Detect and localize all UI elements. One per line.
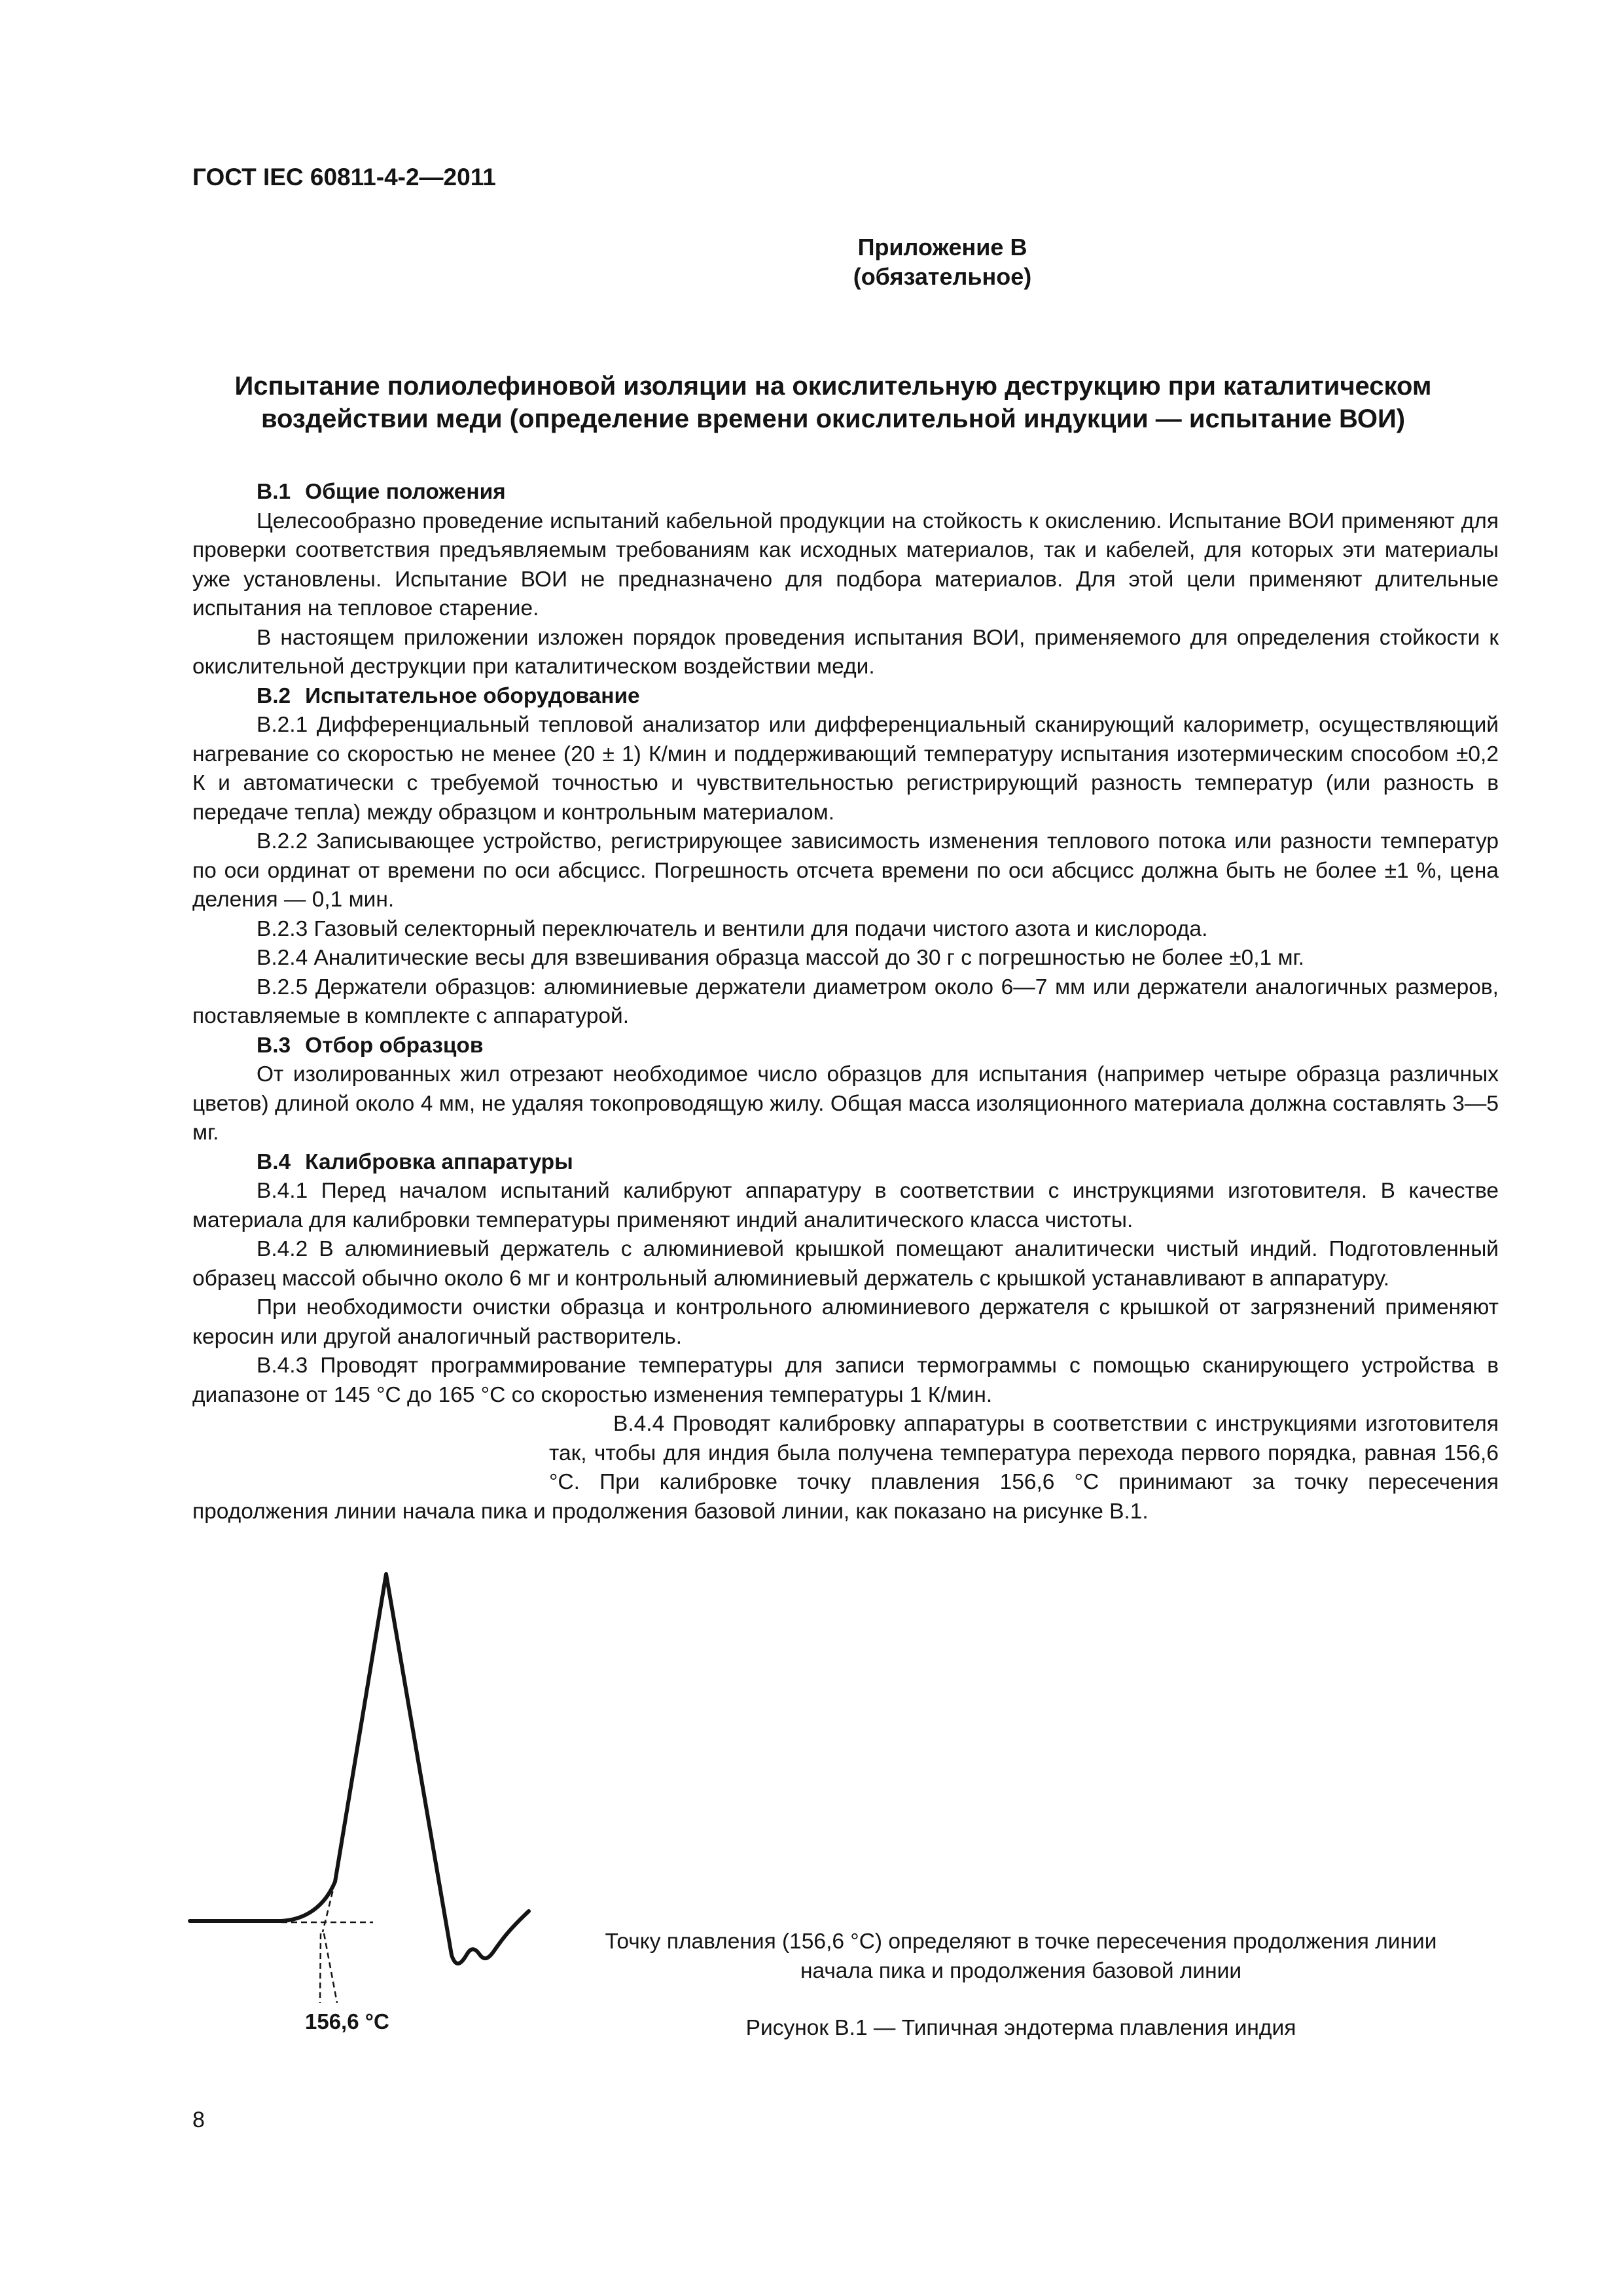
page-number: 8 [192, 2108, 205, 2132]
section-title: Общие положения [305, 480, 506, 504]
section-title: Испытательное оборудование [305, 683, 640, 708]
paragraph: В.2.1 Дифференциальный тепловой анализатор или дифференциальный сканирующий калориметр, осуществляющий нагревание со скоростью не менее (20 ± 1) К/мин и поддерживающий температуру испытания изотермическим способом ±0,2 К и автоматически с требуемой точностью и чувствительностью регистрирующий разность температур (или разность в передаче тепла) между образцом и контрольным материалом. [192, 713, 1499, 825]
document-body [192, 478, 1499, 1526]
appendix-title: Приложение В [857, 234, 1027, 260]
paragraph: В.4.1 Перед началом испытаний калибруют аппаратуру в соответствии с инструкциями изготовителя. В качестве материала для калибровки температуры применяют индий аналитического класса чистоты. [192, 1179, 1499, 1232]
paragraph: В.2.5 Держатели образцов: алюминиевые держатели диаметром около 6—7 мм или держатели аналогичных размеров, поставляемые в комплекте с аппаратурой. [192, 975, 1499, 1028]
section-heading-b2 [192, 682, 1499, 711]
paragraph: От изолированных жил отрезают необходимое число образцов для испытания (например четыре образца различных цветов) длиной около 4 мм, не удаляя токопроводящую жилу. Общая масса изоляционного материала должна составлять 3—5 мг. [192, 1062, 1499, 1145]
title-line-1: Испытание полиолефиновой изоляции на окислительную деструкцию при каталитическом [234, 372, 1432, 401]
indium-endotherm-figure [183, 1551, 576, 2055]
paragraph: В настоящем приложении изложен порядок проведения испытания ВОИ, применяемого для определения стойкости к окислительной деструкции при каталитическом воздействии меди. [192, 625, 1499, 679]
appendix-status: (обязательное) [853, 263, 1032, 290]
thermogram-curve [190, 1574, 529, 1964]
appendix-main-title [192, 370, 1474, 435]
paragraph: В.2.3 Газовый селекторный переключатель и вентили для подачи чистого азота и кислорода. [257, 916, 1208, 941]
paragraph: Целесообразно проведение испытаний кабельной продукции на стойкость к окислению. Испытание ВОИ применяют для проверки соответствия предъявляемым требованиям как исходных материалов, так и кабелей, для которых эти материалы уже установлены. Испытание ВОИ не предназначено для подбора материалов. Для этой цели применяют длительные испытания на тепловое старение. [192, 509, 1499, 620]
paragraph: В.4.3 Проводят программирование температуры для записи термограммы с помощью сканирующего устройства в диапазоне от 145 °С до 165 °С со скоростью изменения температуры 1 К/мин. [192, 1354, 1499, 1407]
temperature-pointer-line [324, 1933, 337, 2003]
section-heading-b4 [192, 1148, 1499, 1177]
temperature-pointer-line [320, 1933, 321, 2003]
figure-note-line-2: начала пика и продолжения базовой линии [800, 1958, 1242, 1983]
title-line-2: воздействии меди (определение времени окислительной индукции — испытание ВОИ) [260, 404, 1406, 433]
section-title: Отбор образцов [305, 1033, 484, 1058]
section-number: В.3 [257, 1033, 291, 1058]
document-id: ГОСТ IEC 60811-4-2—2011 [192, 164, 496, 190]
section-heading-b3 [192, 1031, 1499, 1061]
paragraph: В.2.4 Аналитические весы для взвешивания образца массой до 30 г с погрешностью не более ±0,1 мг. [257, 946, 1304, 970]
paragraph: В.2.2 Записывающее устройство, регистрирующее зависимость изменения теплового потока или разности температур по оси ординат от времени по оси абсцисс. Погрешность отсчета времени по оси абсцисс должна быть не более ±1 %, цена деления — 0,1 мин. [192, 829, 1499, 912]
figure-note [550, 1928, 1492, 1986]
section-title: Калибровка аппаратуры [305, 1149, 573, 1174]
section-number: В.1 [257, 480, 291, 504]
section-number: В.2 [257, 683, 291, 708]
appendix-heading [0, 232, 1623, 291]
paragraph: В.4.4 Проводят калибровку аппаратуры в соответствии с инструкциями изготовителя так, чтобы для индия была получена температура перехода первого порядка, равная 156,6 °С. При калибровке точку плавления 156,6 °С принимают за точку пересечения продолжения линии начала пика и продолжения базовой линии, как показано на рисунке В.1. [192, 1412, 1499, 1524]
section-heading-b1 [192, 478, 1499, 507]
figure-wrap-spacer [192, 1410, 549, 1495]
section-number: В.4 [257, 1149, 291, 1174]
figure-caption: Рисунок В.1 — Типичная эндотерма плавления индия [745, 2016, 1296, 2040]
paragraph: При необходимости очистки образца и контрольного алюминиевого держателя с крышкой от загрязнений применяют керосин или другой аналогичный растворитель. [192, 1295, 1499, 1349]
paragraph: В.4.2 В алюминиевый держатель с алюминиевой крышкой помещают аналитически чистый индий. Подготовленный образец массой обычно около 6 мг и контрольный алюминиевый держатель с крышкой устанавливают в аппаратуру. [192, 1237, 1499, 1291]
figure-note-line-1: Точку плавления (156,6 °С) определяют в точке пересечения продолжения линии [605, 1929, 1437, 1954]
melting-point-label: 156,6 °С [305, 2009, 389, 2034]
